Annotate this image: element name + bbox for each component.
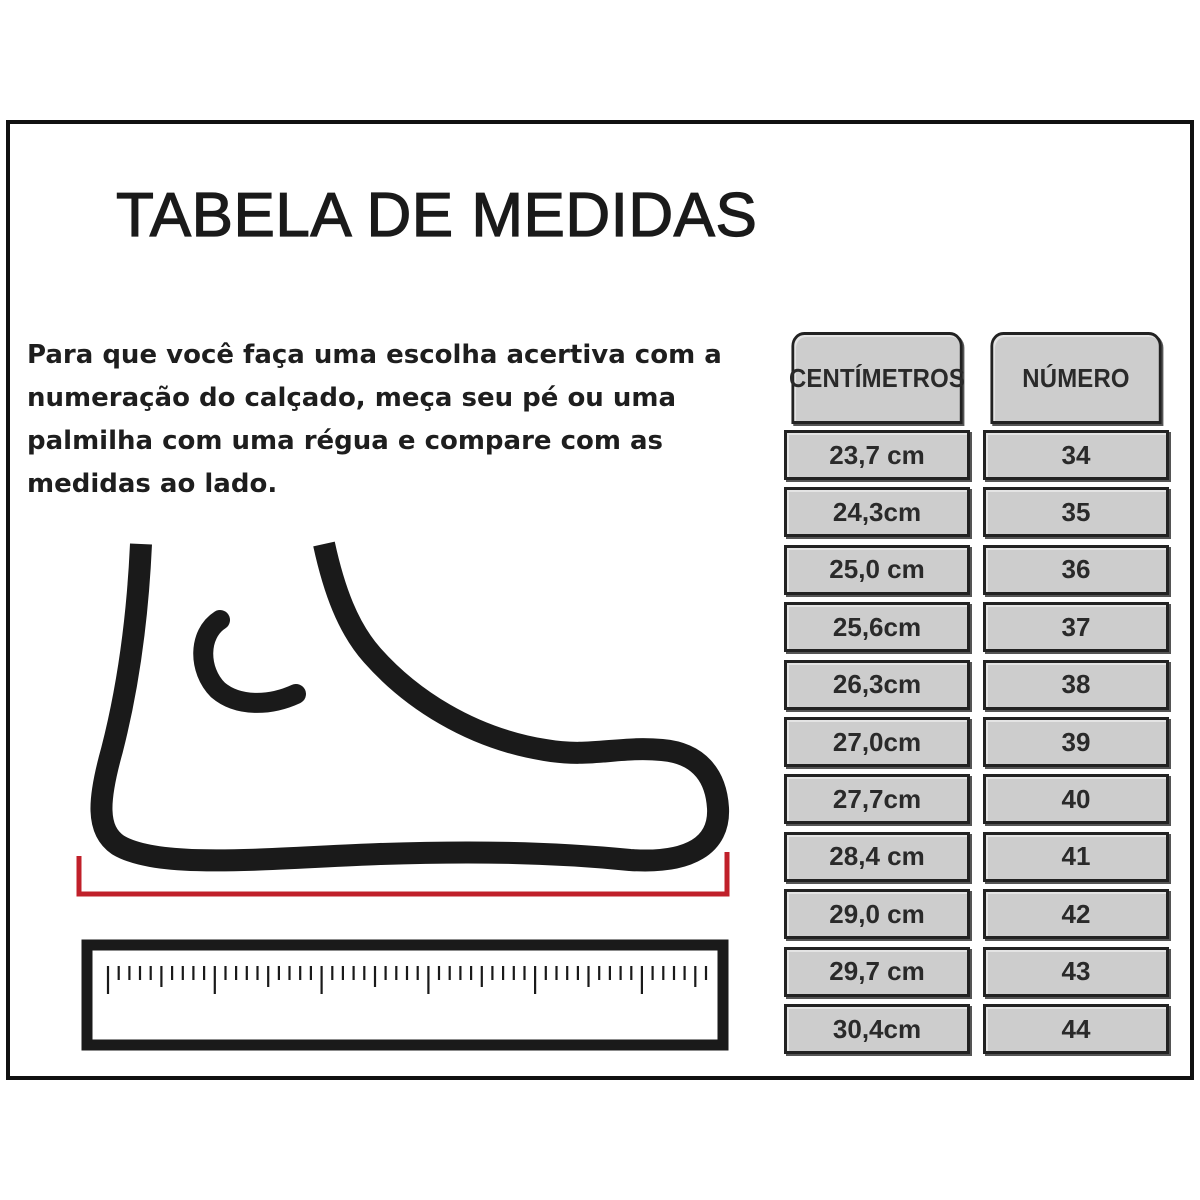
instructions-text — [27, 334, 727, 506]
foot-measurement-illustration — [70, 540, 750, 1060]
cell-centimeters: 29,7 cm — [784, 947, 970, 997]
cell-shoe-size: 42 — [983, 889, 1169, 939]
cell-centimeters: 27,7cm — [784, 774, 970, 824]
instructions-line: Para que você faça uma escolha acertiva com a — [27, 340, 722, 370]
cell-shoe-size: 36 — [983, 545, 1169, 595]
cell-centimeters: 28,4 cm — [784, 832, 970, 882]
cell-centimeters: 25,6cm — [784, 602, 970, 652]
cell-centimeters: 27,0cm — [784, 717, 970, 767]
cell-centimeters: 25,0 cm — [784, 545, 970, 595]
page-title: TABELA DE MEDIDAS — [116, 181, 758, 250]
instructions-line: medidas ao lado. — [27, 469, 278, 499]
cell-centimeters: 24,3cm — [784, 487, 970, 537]
foot-outline-icon — [101, 544, 718, 861]
cell-shoe-size: 43 — [983, 947, 1169, 997]
header-centimeters: CENTÍMETROS — [791, 332, 962, 424]
cell-shoe-size: 35 — [983, 487, 1169, 537]
cell-shoe-size: 41 — [983, 832, 1169, 882]
header-number: NÚMERO — [990, 332, 1161, 424]
size-table — [780, 330, 1175, 1060]
cell-shoe-size: 37 — [983, 602, 1169, 652]
cell-shoe-size: 40 — [983, 774, 1169, 824]
instructions-line: numeração do calçado, meça seu pé ou uma — [27, 383, 677, 413]
ruler-icon — [87, 945, 723, 1045]
cell-shoe-size: 44 — [983, 1004, 1169, 1054]
cell-shoe-size: 38 — [983, 660, 1169, 710]
instructions-line: palmilha com uma régua e compare com as — [27, 426, 664, 456]
cell-centimeters: 23,7 cm — [784, 430, 970, 480]
cell-centimeters: 30,4cm — [784, 1004, 970, 1054]
cell-centimeters: 29,0 cm — [784, 889, 970, 939]
cell-shoe-size: 39 — [983, 717, 1169, 767]
cell-centimeters: 26,3cm — [784, 660, 970, 710]
cell-shoe-size: 34 — [983, 430, 1169, 480]
